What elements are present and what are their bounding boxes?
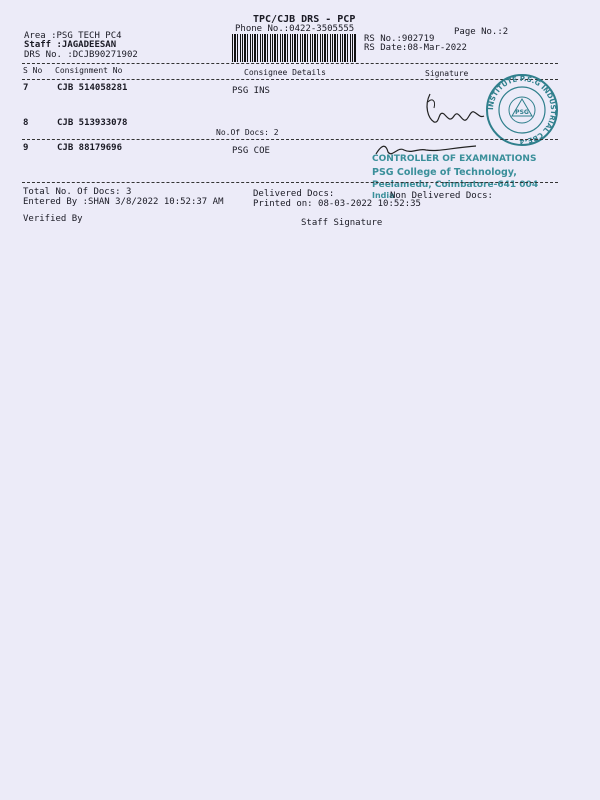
total-docs: Total No. Of Docs: 3 [23,187,132,197]
page-number: Page No.:2 [454,27,509,37]
row-sno: 9 [23,143,29,153]
row-sno: 8 [23,118,29,128]
signature-scribble [420,88,490,130]
column-sno: S No [23,66,43,75]
institute-seal [484,72,560,148]
divider [22,182,558,183]
svg-text:PSG: PSG [515,109,529,116]
delivered-docs: Delivered Docs: [253,189,335,199]
row-consignment: CJB 514058281 [57,83,128,93]
rs-number: RS No.:902719 [364,34,435,44]
phone-number: Phone No.:0422-3505555 [235,24,355,34]
no-of-docs: No.Of Docs: 2 [216,128,279,137]
staff-signature: Staff Signature [301,218,383,228]
row-consignment: CJB 513933078 [57,118,128,128]
stamp-line-college: PSG College of Technology, [372,167,517,178]
stamp-line-country: India [372,191,395,200]
entered-by: Entered By :SHAN 3/8/2022 10:52:37 AM [23,197,224,207]
drs-number: DRS No. :DCJB90271902 [24,50,138,60]
divider [22,79,558,80]
stamp-line-controller: CONTROLLER OF EXAMINATIONS [372,154,537,164]
column-signature: Signature [425,69,469,78]
row-consignee: PSG INS [232,86,270,96]
area-label: Area :PSG TECH PC4 [24,31,122,41]
divider [22,63,558,64]
verified-by: Verified By [23,214,83,224]
column-consignee: Consignee Details [244,68,326,77]
row-consignee: PSG COE [232,146,270,156]
non-delivered-docs: Non Delivered Docs: [390,191,493,201]
column-consignment: Consignment No [55,66,123,75]
printed-on: Printed on: 08-03-2022 10:52:35 [253,199,421,209]
barcode [232,34,356,62]
document-title: TPC/CJB DRS - PCP [253,14,356,25]
row-consignment: CJB 88179696 [57,143,123,153]
rs-date: RS Date:08-Mar-2022 [364,43,467,53]
staff-label: Staff :JAGADEESAN [24,40,117,50]
stamp-line-address: Peelamedu, Coimbatore-641 004 [372,180,539,190]
svg-text:INSTITUTE P.S.G INDUSTRIAL C: INSTITUTE P.S.G INDUSTRIAL CBE-4 [486,74,558,146]
row-sno: 7 [23,83,29,93]
